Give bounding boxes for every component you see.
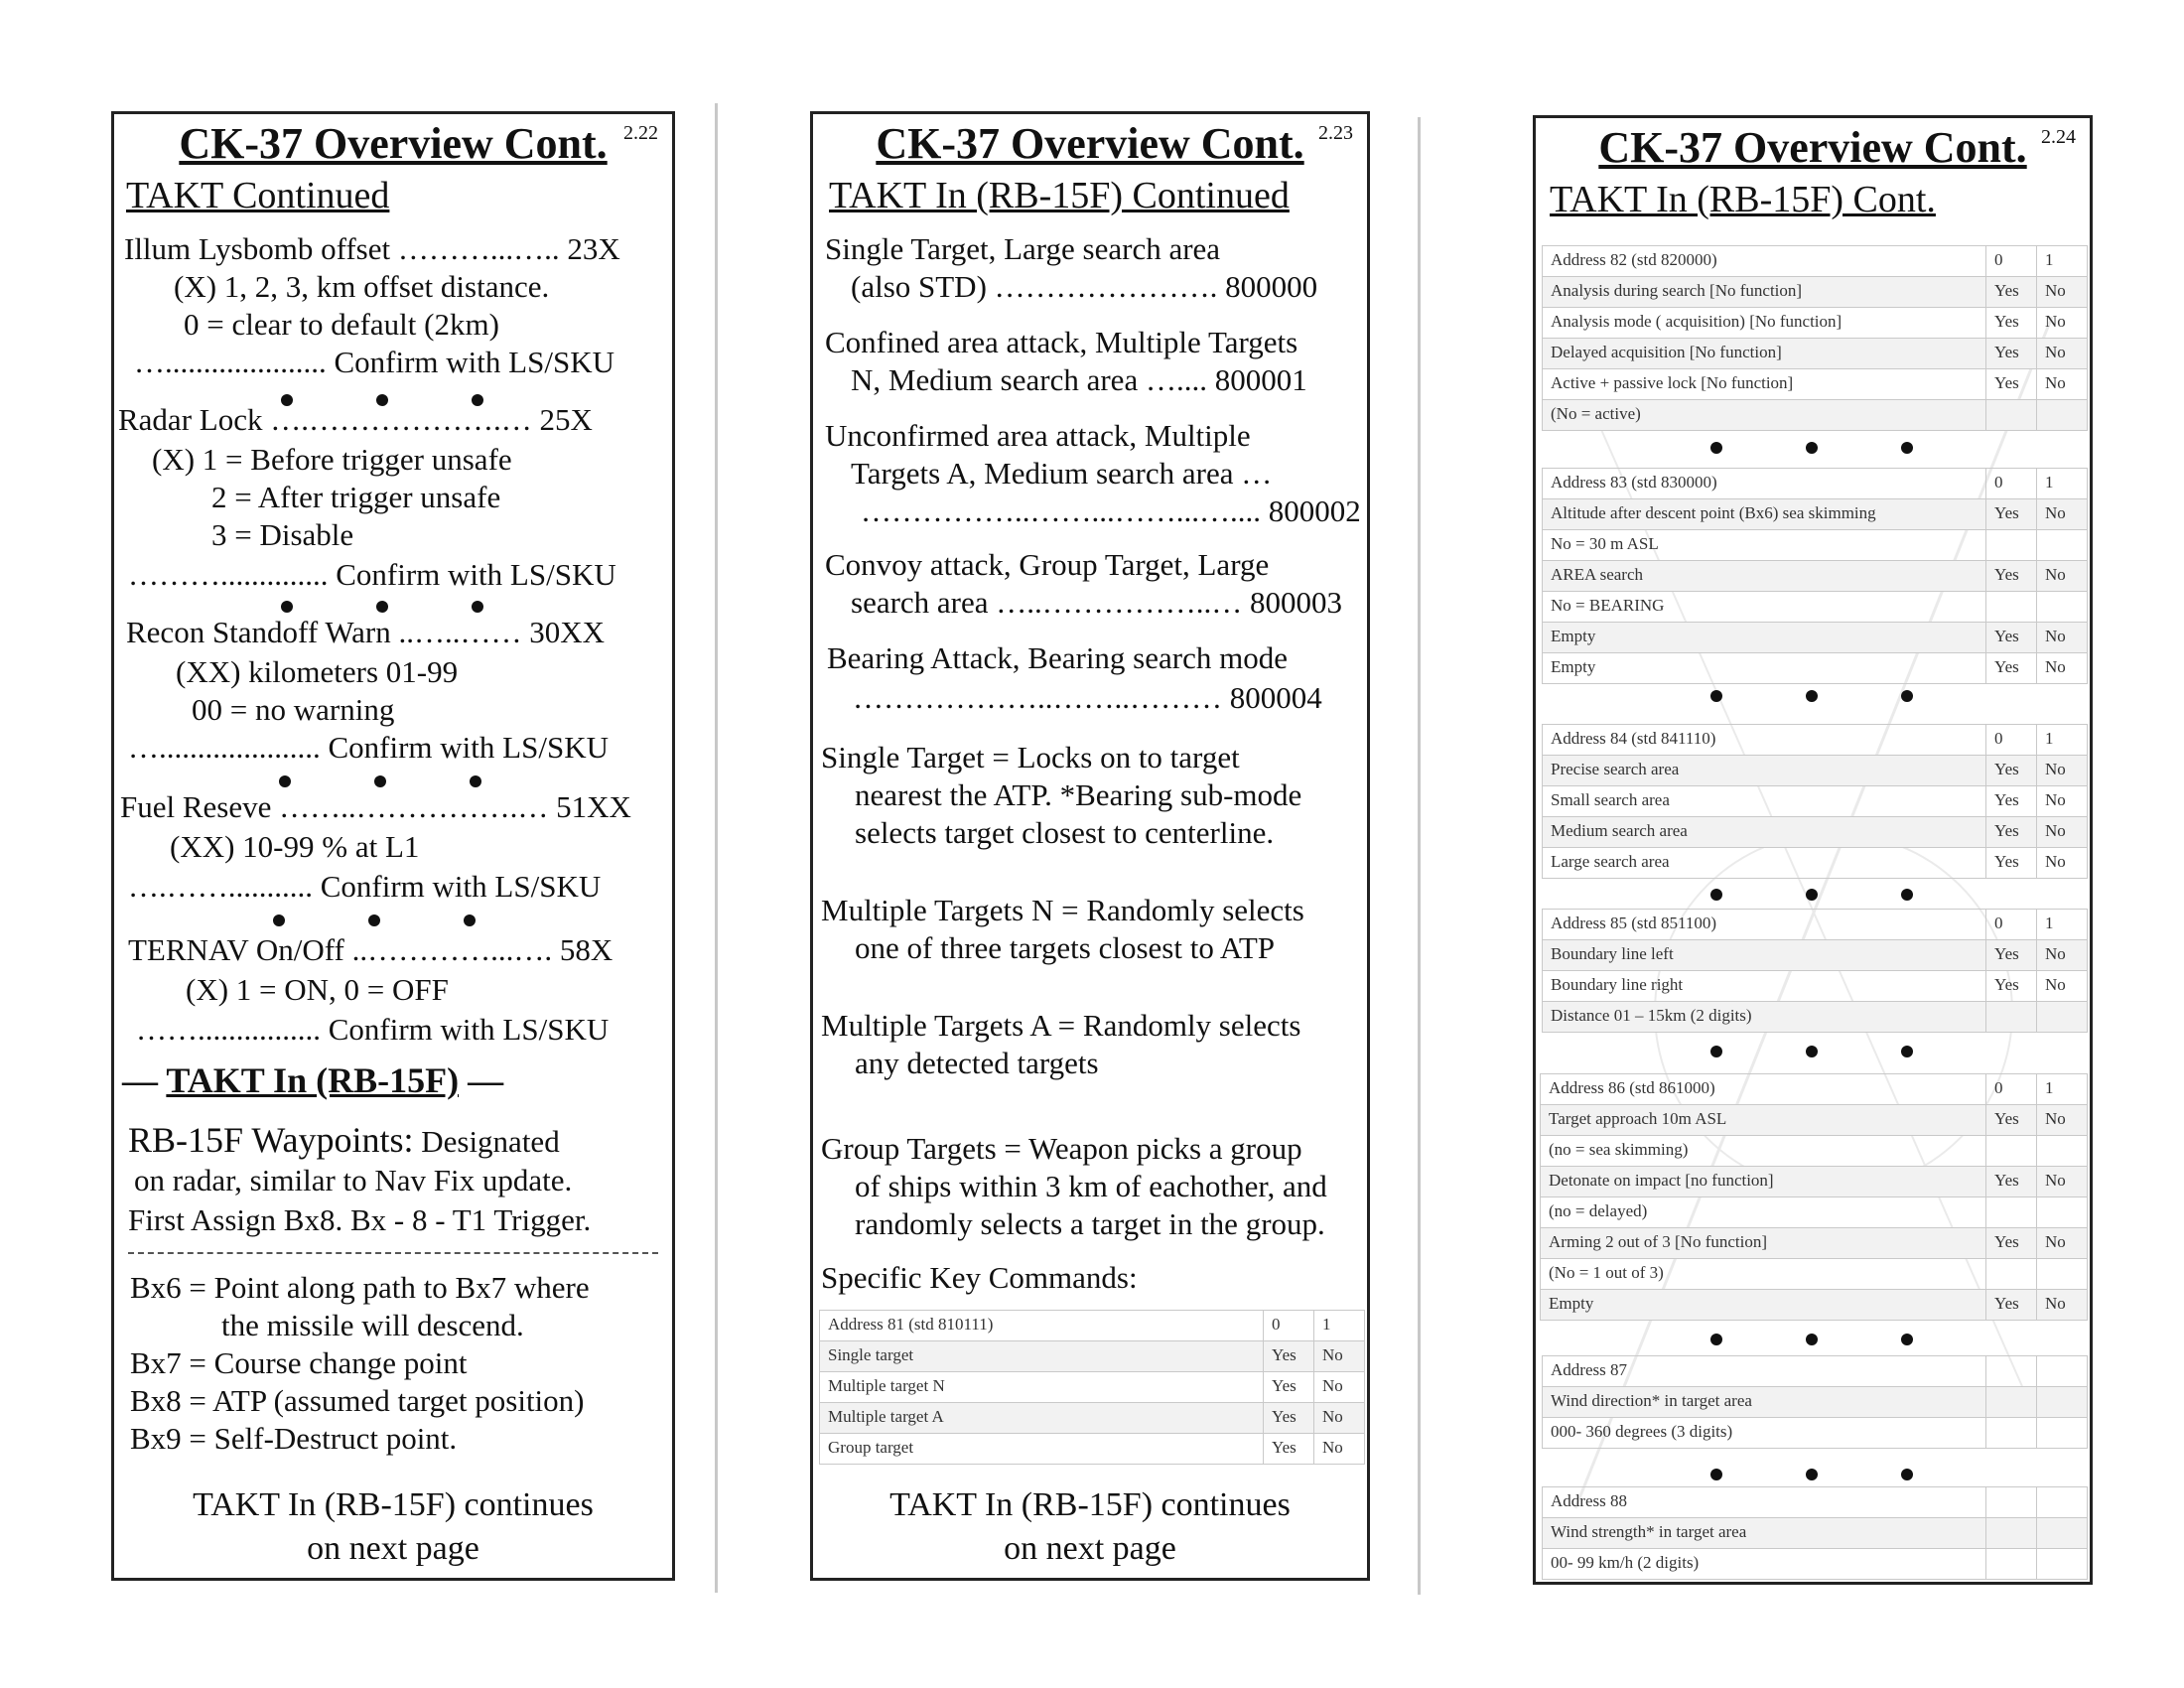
table-cell-value: Yes	[1986, 817, 2037, 848]
text-line: …..................... Confirm with LS/SKU	[128, 730, 609, 765]
table-cell-value: No	[2037, 940, 2088, 971]
table-row	[1543, 1387, 2088, 1418]
table-row	[1543, 725, 2088, 756]
table-cell-value: No	[2037, 848, 2088, 879]
text-line: on radar, similar to Nav Fix update.	[134, 1163, 573, 1197]
table-cell-value: No	[2037, 623, 2088, 653]
takt-heading: — TAKT In (RB-15F) —	[122, 1060, 504, 1100]
address-81-table	[819, 1310, 1365, 1465]
table-cell-label: Group target	[820, 1434, 1264, 1465]
separator-dots	[279, 775, 481, 787]
table-row	[1543, 308, 2088, 339]
table-cell-value: No	[2037, 1290, 2088, 1321]
table-row	[1543, 1418, 2088, 1449]
table-cell-value: Yes	[1986, 277, 2037, 308]
table-cell-value: No	[2037, 786, 2088, 817]
text-line: 3 = Disable	[211, 517, 354, 552]
table-cell-value	[1986, 1259, 2037, 1290]
text-line: TERNAV On/Off ..…………...…. 58X	[128, 932, 614, 967]
text-line: Unconfirmed area attack, Multiple	[825, 418, 1251, 453]
table-cell-value: Yes	[1986, 623, 2037, 653]
page-separator	[1418, 117, 1421, 1595]
address-87-table	[1542, 1355, 2088, 1449]
table-cell-value	[1986, 1197, 2037, 1228]
table-cell-value	[1986, 1136, 2037, 1167]
table-cell-value: No	[2037, 1167, 2088, 1197]
table-cell-value: 1	[2037, 725, 2088, 756]
text-line: (X) 1 = ON, 0 = OFF	[186, 972, 449, 1007]
waypoints-line: RB-15F Waypoints: Designated	[128, 1120, 560, 1160]
table-cell-value	[1986, 1356, 2037, 1387]
text-line: one of three targets closest to ATP	[855, 930, 1276, 965]
table-row	[820, 1372, 1365, 1403]
table-row	[1543, 1356, 2088, 1387]
text-line: Specific Key Commands:	[821, 1260, 1138, 1295]
text-line: ……................ Confirm with LS/SKU	[136, 1012, 610, 1047]
table-cell-value: Yes	[1986, 756, 2037, 786]
address-86-table	[1540, 1073, 2088, 1321]
page-2-24	[1533, 115, 2093, 1585]
text-line: any detected targets	[855, 1046, 1099, 1080]
text-line: the missile will descend.	[221, 1308, 524, 1342]
table-row	[1543, 940, 2088, 971]
table-cell-value	[1986, 400, 2037, 431]
page-2-22	[111, 111, 675, 1581]
table-cell-label: Wind strength* in target area	[1543, 1518, 1986, 1549]
table-cell-label: Small search area	[1543, 786, 1986, 817]
table-cell-value: Yes	[1264, 1341, 1314, 1372]
table-cell-value: No	[2037, 971, 2088, 1002]
table-row	[1543, 499, 2088, 530]
address-88-table	[1542, 1486, 2088, 1580]
text-line: Convoy attack, Group Target, Large	[825, 547, 1270, 582]
table-cell-label: Empty	[1541, 1290, 1986, 1321]
table-cell-value: 0	[1264, 1311, 1314, 1341]
table-cell-label: (no = sea skimming)	[1541, 1136, 1986, 1167]
table-row	[1543, 786, 2088, 817]
table-row	[1543, 369, 2088, 400]
table-row	[1543, 469, 2088, 499]
table-cell-label: Empty	[1543, 623, 1986, 653]
table-row	[1543, 971, 2088, 1002]
table-cell-label: Multiple target N	[820, 1372, 1264, 1403]
table-cell-value	[2037, 1387, 2088, 1418]
table-cell-value	[2037, 1136, 2088, 1167]
page-separator	[715, 103, 718, 1593]
separator-dots	[1710, 1469, 1913, 1480]
table-row	[1541, 1290, 2088, 1321]
table-cell-value: Yes	[1264, 1372, 1314, 1403]
text-line: Confined area attack, Multiple Targets	[825, 325, 1298, 359]
separator-dots	[1710, 889, 1913, 901]
table-cell-value	[2037, 400, 2088, 431]
table-cell-value: Yes	[1986, 971, 2037, 1002]
text-line: (X) 1, 2, 3, km offset distance.	[174, 269, 550, 304]
table-cell-value: Yes	[1986, 339, 2037, 369]
table-cell-label: 000- 360 degrees (3 digits)	[1543, 1418, 1986, 1449]
table-cell-label: Active + passive lock [No function]	[1543, 369, 1986, 400]
table-row	[1541, 1259, 2088, 1290]
table-cell-label: Address 88	[1543, 1487, 1986, 1518]
table-cell-value: Yes	[1986, 653, 2037, 684]
text-line: Single Target, Large search area	[825, 231, 1221, 266]
table-cell-value: No	[2037, 561, 2088, 592]
text-line: Single Target = Locks on to target	[821, 740, 1240, 774]
text-line: ….……........... Confirm with LS/SKU	[128, 869, 602, 904]
table-cell-label: AREA search	[1543, 561, 1986, 592]
table-cell-value	[2037, 1259, 2088, 1290]
table-cell-value	[1986, 1549, 2037, 1580]
text-line: 2 = After trigger unsafe	[211, 480, 501, 514]
table-cell-label: No = BEARING	[1543, 592, 1986, 623]
table-cell-value: No	[2037, 308, 2088, 339]
table-cell-value: No	[2037, 817, 2088, 848]
separator-dots	[1710, 690, 1913, 702]
table-cell-value	[1986, 1418, 2037, 1449]
table-row	[1543, 400, 2088, 431]
footer-text: TAKT In (RB-15F) continues	[889, 1486, 1291, 1523]
table-row	[1543, 561, 2088, 592]
table-cell-label: Address 84 (std 841110)	[1543, 725, 1986, 756]
table-cell-label: Altitude after descent point (Bx6) sea skimming	[1543, 499, 1986, 530]
table-row	[1543, 592, 2088, 623]
text-line: ……….............. Confirm with LS/SKU	[128, 557, 616, 592]
table-row	[1543, 756, 2088, 786]
table-cell-value: Yes	[1264, 1434, 1314, 1465]
address-84-table	[1542, 724, 2088, 879]
table-cell-value	[2037, 592, 2088, 623]
table-row	[1541, 1136, 2088, 1167]
table-cell-value: 0	[1986, 1074, 2037, 1105]
table-cell-value	[2037, 1549, 2088, 1580]
table-cell-value	[1986, 592, 2037, 623]
text-line: selects target closest to centerline.	[855, 815, 1275, 850]
table-cell-label: Address 87	[1543, 1356, 1986, 1387]
text-line: Fuel Reseve ……..…………….… 51XX	[120, 789, 631, 824]
table-row	[1541, 1105, 2088, 1136]
text-line: Group Targets = Weapon picks a group	[821, 1131, 1302, 1166]
table-cell-value: No	[1314, 1372, 1365, 1403]
text-line: randomly selects a target in the group.	[855, 1206, 1325, 1241]
address-83-table	[1542, 468, 2088, 684]
text-line: Recon Standoff Warn ..…..…… 30XX	[126, 615, 605, 649]
table-cell-label: (No = 1 out of 3)	[1541, 1259, 1986, 1290]
table-cell-value	[1986, 1387, 2037, 1418]
text-line: Bx6 = Point along path to Bx7 where	[130, 1270, 590, 1305]
separator-dots	[1710, 442, 1913, 454]
text-line: 00 = no warning	[192, 692, 395, 727]
table-cell-label: Analysis mode ( acquisition) [No function]	[1543, 308, 1986, 339]
table-cell-label: Arming 2 out of 3 [No function]	[1541, 1228, 1986, 1259]
table-cell-value	[2037, 1518, 2088, 1549]
table-cell-label: Distance 01 – 15km (2 digits)	[1543, 1002, 1986, 1033]
page-title: CK-37 Overview Cont.	[1598, 123, 2027, 172]
table-cell-value: No	[2037, 369, 2088, 400]
table-cell-label: Address 81 (std 810111)	[820, 1311, 1264, 1341]
table-cell-value	[1986, 1002, 2037, 1033]
page-number: 2.23	[1318, 122, 1353, 144]
table-row	[820, 1341, 1365, 1372]
table-cell-label: (No = active)	[1543, 400, 1986, 431]
table-cell-label: Wind direction* in target area	[1543, 1387, 1986, 1418]
table-row	[1543, 277, 2088, 308]
text-line: Bearing Attack, Bearing search mode	[827, 640, 1288, 675]
text-line: ……………..……...……...….... 800002	[861, 493, 1361, 528]
table-cell-value: No	[2037, 499, 2088, 530]
table-cell-label: Address 85 (std 851100)	[1543, 910, 1986, 940]
table-cell-value: No	[2037, 1228, 2088, 1259]
table-cell-value: 1	[2037, 1074, 2088, 1105]
table-cell-label: Detonate on impact [no function]	[1541, 1167, 1986, 1197]
table-cell-value	[1986, 1518, 2037, 1549]
table-row	[1541, 1167, 2088, 1197]
table-cell-value: No	[1314, 1403, 1365, 1434]
table-row	[1541, 1228, 2088, 1259]
table-cell-value: Yes	[1986, 1105, 2037, 1136]
table-cell-value: Yes	[1986, 786, 2037, 817]
table-cell-value: No	[1314, 1341, 1365, 1372]
table-row	[1543, 623, 2088, 653]
table-cell-label: Single target	[820, 1341, 1264, 1372]
table-row	[1543, 1549, 2088, 1580]
text-line: Bx7 = Course change point	[130, 1345, 468, 1380]
table-row	[1543, 848, 2088, 879]
text-line: search area …..……………..… 800003	[851, 585, 1343, 620]
text-line: (XX) 10-99 % at L1	[170, 829, 420, 864]
text-line: of ships within 3 km of eachother, and	[855, 1169, 1327, 1203]
separator-dots	[1710, 1046, 1913, 1057]
table-cell-value: No	[2037, 277, 2088, 308]
footer-text: on next page	[1004, 1530, 1176, 1567]
table-cell-value	[2037, 1418, 2088, 1449]
table-cell-label: Delayed acquisition [No function]	[1543, 339, 1986, 369]
text-line: Bx9 = Self-Destruct point.	[130, 1421, 458, 1456]
text-line: Illum Lysbomb offset ………...….. 23X	[124, 231, 620, 266]
table-cell-value: 1	[1314, 1311, 1365, 1341]
text-line: Targets A, Medium search area …	[851, 456, 1273, 491]
table-cell-value: 1	[2037, 910, 2088, 940]
table-cell-value	[1986, 1487, 2037, 1518]
table-row	[820, 1434, 1365, 1465]
table-cell-value: Yes	[1986, 848, 2037, 879]
table-cell-value: Yes	[1986, 1228, 2037, 1259]
table-cell-value	[2037, 530, 2088, 561]
table-cell-label: Boundary line left	[1543, 940, 1986, 971]
table-row	[820, 1311, 1365, 1341]
table-cell-value	[2037, 1002, 2088, 1033]
table-cell-label: Address 86 (std 861000)	[1541, 1074, 1986, 1105]
table-row	[1543, 653, 2088, 684]
table-cell-value: Yes	[1986, 940, 2037, 971]
footer-text: on next page	[307, 1530, 479, 1567]
table-cell-label: Address 83 (std 830000)	[1543, 469, 1986, 499]
text-line: 0 = clear to default (2km)	[184, 307, 499, 342]
table-cell-value: Yes	[1986, 1290, 2037, 1321]
table-row	[1543, 910, 2088, 940]
table-cell-value: No	[2037, 653, 2088, 684]
table-cell-value: 0	[1986, 910, 2037, 940]
table-cell-value: Yes	[1986, 499, 2037, 530]
address-85-table	[1542, 909, 2088, 1033]
table-cell-label: (no = delayed)	[1541, 1197, 1986, 1228]
table-row	[1543, 817, 2088, 848]
separator-dots	[273, 914, 476, 926]
text-line: Multiple Targets A = Randomly selects	[821, 1008, 1301, 1043]
table-cell-label: Analysis during search [No function]	[1543, 277, 1986, 308]
table-cell-value: Yes	[1986, 369, 2037, 400]
table-row	[1543, 1518, 2088, 1549]
text-line: (X) 1 = Before trigger unsafe	[152, 442, 512, 477]
table-cell-label: Precise search area	[1543, 756, 1986, 786]
table-row	[1541, 1197, 2088, 1228]
table-cell-value: 1	[2037, 469, 2088, 499]
page-2-23	[810, 111, 1370, 1581]
table-row	[1541, 1074, 2088, 1105]
table-row	[820, 1403, 1365, 1434]
separator-dots	[281, 601, 483, 613]
table-cell-value: Yes	[1264, 1403, 1314, 1434]
table-cell-label: Multiple target A	[820, 1403, 1264, 1434]
table-cell-label: Target approach 10m ASL	[1541, 1105, 1986, 1136]
table-cell-value	[2037, 1487, 2088, 1518]
table-cell-label: Large search area	[1543, 848, 1986, 879]
text-line: (XX) kilometers 01-99	[176, 654, 459, 689]
separator-dots	[1710, 1334, 1913, 1345]
page-title: CK-37 Overview Cont.	[179, 119, 608, 168]
table-cell-value: 0	[1986, 246, 2037, 277]
table-cell-value: Yes	[1986, 561, 2037, 592]
address-82-table	[1542, 245, 2088, 431]
text-line: ………………..……..……… 800004	[853, 680, 1322, 715]
table-cell-value: Yes	[1986, 308, 2037, 339]
table-cell-value	[1986, 530, 2037, 561]
table-cell-value: 0	[1986, 469, 2037, 499]
table-cell-value: No	[1314, 1434, 1365, 1465]
table-row	[1543, 1487, 2088, 1518]
text-line: Bx8 = ATP (assumed target position)	[130, 1383, 585, 1418]
table-cell-value: No	[2037, 756, 2088, 786]
section-subtitle: TAKT In (RB-15F) Cont.	[1550, 179, 1936, 220]
page-number: 2.24	[2041, 126, 2076, 148]
text-line: Radar Lock ….……………….… 25X	[118, 402, 593, 437]
table-cell-value: 1	[2037, 246, 2088, 277]
table-row	[1543, 1002, 2088, 1033]
table-cell-value: No	[2037, 339, 2088, 369]
table-cell-value	[2037, 1356, 2088, 1387]
page-number: 2.22	[623, 122, 658, 144]
text-line: N, Medium search area ….... 800001	[851, 362, 1307, 397]
table-cell-value: No	[2037, 1105, 2088, 1136]
table-cell-label: Empty	[1543, 653, 1986, 684]
table-cell-label: Boundary line right	[1543, 971, 1986, 1002]
table-row	[1543, 339, 2088, 369]
section-subtitle: TAKT Continued	[126, 175, 390, 216]
table-row	[1543, 530, 2088, 561]
table-cell-value	[2037, 1197, 2088, 1228]
table-cell-label: 00- 99 km/h (2 digits)	[1543, 1549, 1986, 1580]
text-line: (also STD) …………………. 800000	[851, 269, 1318, 304]
text-line: nearest the ATP. *Bearing sub-mode	[855, 777, 1302, 812]
footer-text: TAKT In (RB-15F) continues	[193, 1486, 594, 1523]
table-cell-label: Address 82 (std 820000)	[1543, 246, 1986, 277]
table-cell-label: Medium search area	[1543, 817, 1986, 848]
text-line: First Assign Bx8. Bx - 8 - T1 Trigger.	[128, 1202, 592, 1237]
section-subtitle: TAKT In (RB-15F) Continued	[829, 175, 1290, 216]
text-line: Multiple Targets N = Randomly selects	[821, 893, 1304, 927]
table-row	[1543, 246, 2088, 277]
dashed-divider	[128, 1252, 658, 1254]
table-cell-value: 0	[1986, 725, 2037, 756]
text-line: …..................... Confirm with LS/SKU	[134, 345, 614, 379]
page-title: CK-37 Overview Cont.	[876, 119, 1304, 168]
table-cell-value: Yes	[1986, 1167, 2037, 1197]
table-cell-label: No = 30 m ASL	[1543, 530, 1986, 561]
